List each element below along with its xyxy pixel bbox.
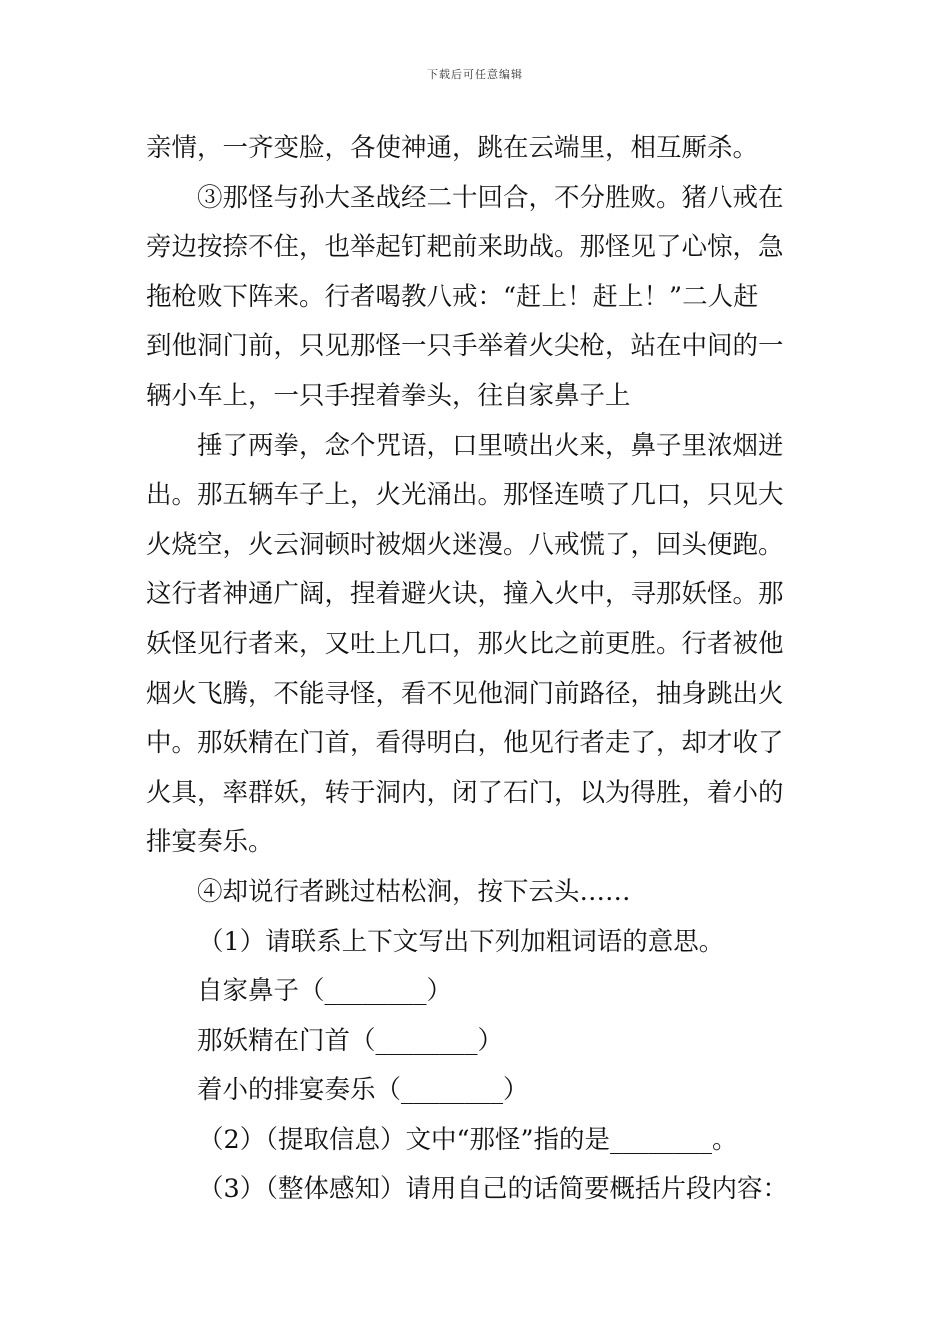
document-body [146,124,808,1215]
passage-line: 火烧空，火云洞顿时被烟火迷漫。八戒慌了，回头便跑。 [146,529,784,560]
passage-line: 排宴奏乐。 [146,827,274,858]
passage-line: 这行者神通广阔，捏着避火诀，撞入火中，寻那妖怪。那 [146,579,784,610]
passage-line: 烟火飞腾，不能寻怪，看不见他洞门前路径，抽身跳出火 [146,678,784,709]
passage-line: ④却说行者跳过枯松涧，按下云头…… [197,876,631,907]
passage-line: 亲情，一齐变脸，各使神通，跳在云端里，相互厮杀。 [146,133,759,163]
passage-line: 捶了两拳，念个咒语，口里喷出火来，鼻子里浓烟迸 [197,430,784,461]
passage-line: 妖怪见行者来，又吐上几口，那火比之前更胜。行者被他 [146,628,784,659]
question-1-item-b: 那妖精在门首（________） [197,1025,504,1056]
passage-line: 旁边按捺不住，也举起钉耙前来助战。那怪见了心惊，急 [146,232,784,263]
page-header: 下载后可任意编辑 [427,68,523,81]
question-1: （1）请联系上下文写出下列加粗词语的意思。 [198,926,725,957]
passage-line: 火具，率群妖，转于洞内，闭了石门，以为得胜，着小的 [146,777,784,808]
question-2: （2）（提取信息）文中“那怪”指的是________。 [198,1124,738,1155]
passage-line: 辆小车上，一只手捏着拳头，往自家鼻子上 [146,380,631,411]
passage-line: 出。那五辆车子上，火光涌出。那怪连喷了几口，只见大 [146,480,784,511]
question-1-item-a: 自家鼻子（________） [197,976,453,1007]
passage-line: 到他洞门前，只见那怪一只手举着火尖枪，站在中间的一 [146,331,784,362]
passage-line: 中。那妖精在门首，看得明白，他见行者走了，却才收了 [146,728,784,759]
question-3: （3）（整体感知）请用自己的话简要概括片段内容： [198,1174,788,1205]
question-1-item-c: 着小的排宴奏乐（________） [197,1075,529,1106]
passage-line: ③那怪与孙大圣战经二十回合，不分胜败。猪八戒在 [197,182,784,213]
passage-line: 拖枪败下阵来。行者喝教八戒：“赶上！赶上！”二人赶 [146,281,759,312]
